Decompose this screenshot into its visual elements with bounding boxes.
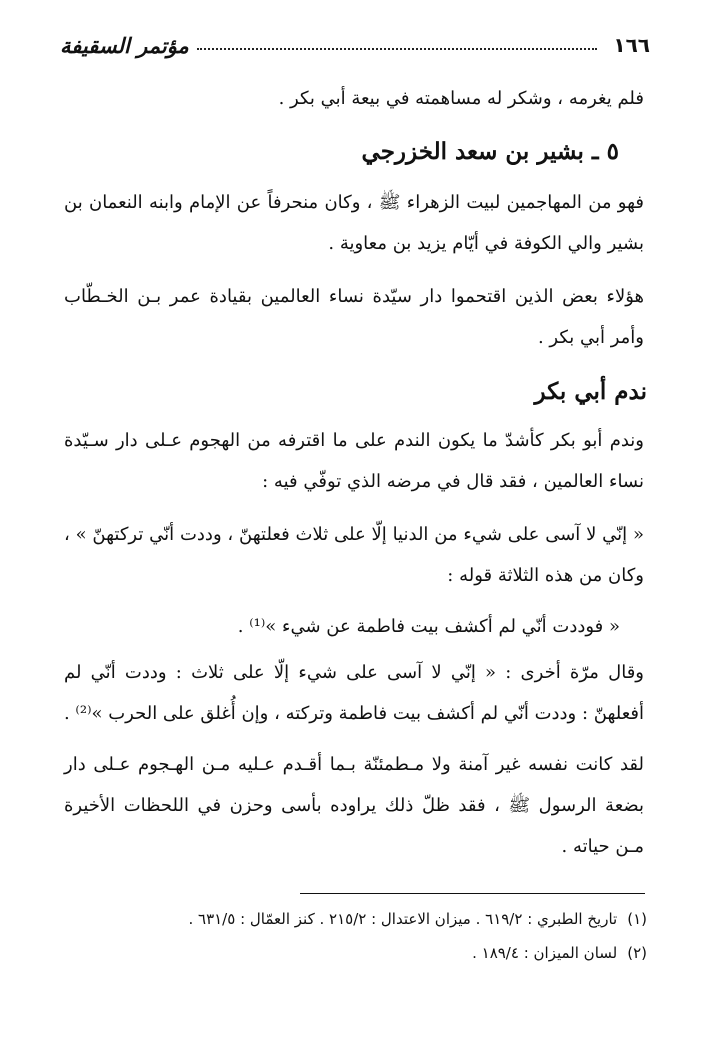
paragraph-5-quote: « إنّي لا آسى على شيء من الدنيا إلّا على ثلاث فعلتهنّ ، وددت أنّي تركتهنّ » ، وكان من هذه الثلاثة قوله : [64,524,644,586]
footnote-separator [300,893,645,894]
book-title: مؤتمر السقيفة [60,32,189,58]
paragraph-4: وندم أبو بكر كأشدّ ما يكون الندم على ما اقترفه من الهجوم عـلى دار سـيّدة نساء العالمين ، فقد قال في مرضه الذي توفّي فيه : [64,430,644,492]
footnote-1 [188,910,647,928]
page-header [60,28,650,62]
footnote-number: (٢) [627,944,647,962]
paragraph-3: هؤلاء بعض الذين اقتحموا دار سيّدة نساء العالمين بقيادة عمر بـن الخـطّاب وأمر أبي بكر . [64,286,644,348]
footnote-2 [472,944,647,962]
paragraph-7: وقال مرّة أخرى : « إنّي لا آسى على شيء إلّا على ثلاث : وددت أنّي لم أفعلهنّ : وددت أنّي لم أكشف بيت فاطمة وتركته ، وإن أُغلق على الحرب »⁽²⁾ . [63,662,644,724]
page-number: ١٦٦ [613,33,650,57]
footnote-text: لسان الميزان : ١٨٩/٤ . [472,944,618,962]
section-heading-bashir: ٥ ـ بشير بن سعد الخزرجي [361,138,619,165]
header-dotted-leader [197,48,598,50]
section-heading-regret: ندم أبي بكر [534,378,647,405]
paragraph-8: لقد كانت نفسه غير آمنة ولا مـطمئنّة بـما أقـدم عـليه مـن الهـجوم عـلى دار بضعة الرسول ﷺ ، فقد ظلّ ذلك يراوده بأسى وحزن في اللحظات الأخيرة مـن حياته . [64,754,644,857]
footnote-number: (١) [627,910,647,928]
paragraph-6-quote: « فوددت أنّي لم أكشف بيت فاطمة عن شيء »⁽¹⁾ . [237,616,620,637]
paragraph-2: فهو من المهاجمين لبيت الزهراء ﷺ ، وكان منحرفاً عن الإمام وابنه النعمان بن بشير والي الكوفة في أيّام يزيد بن معاوية . [64,192,644,254]
paragraph-1: فلم يغرمه ، وشكر له مساهمته في بيعة أبي بكر . [278,88,644,109]
footnote-text: تاريخ الطبري : ٦١٩/٢ . ميزان الاعتدال : ٢١٥/٢ . كنز العمّال : ٦٣١/٥ . [188,910,618,928]
